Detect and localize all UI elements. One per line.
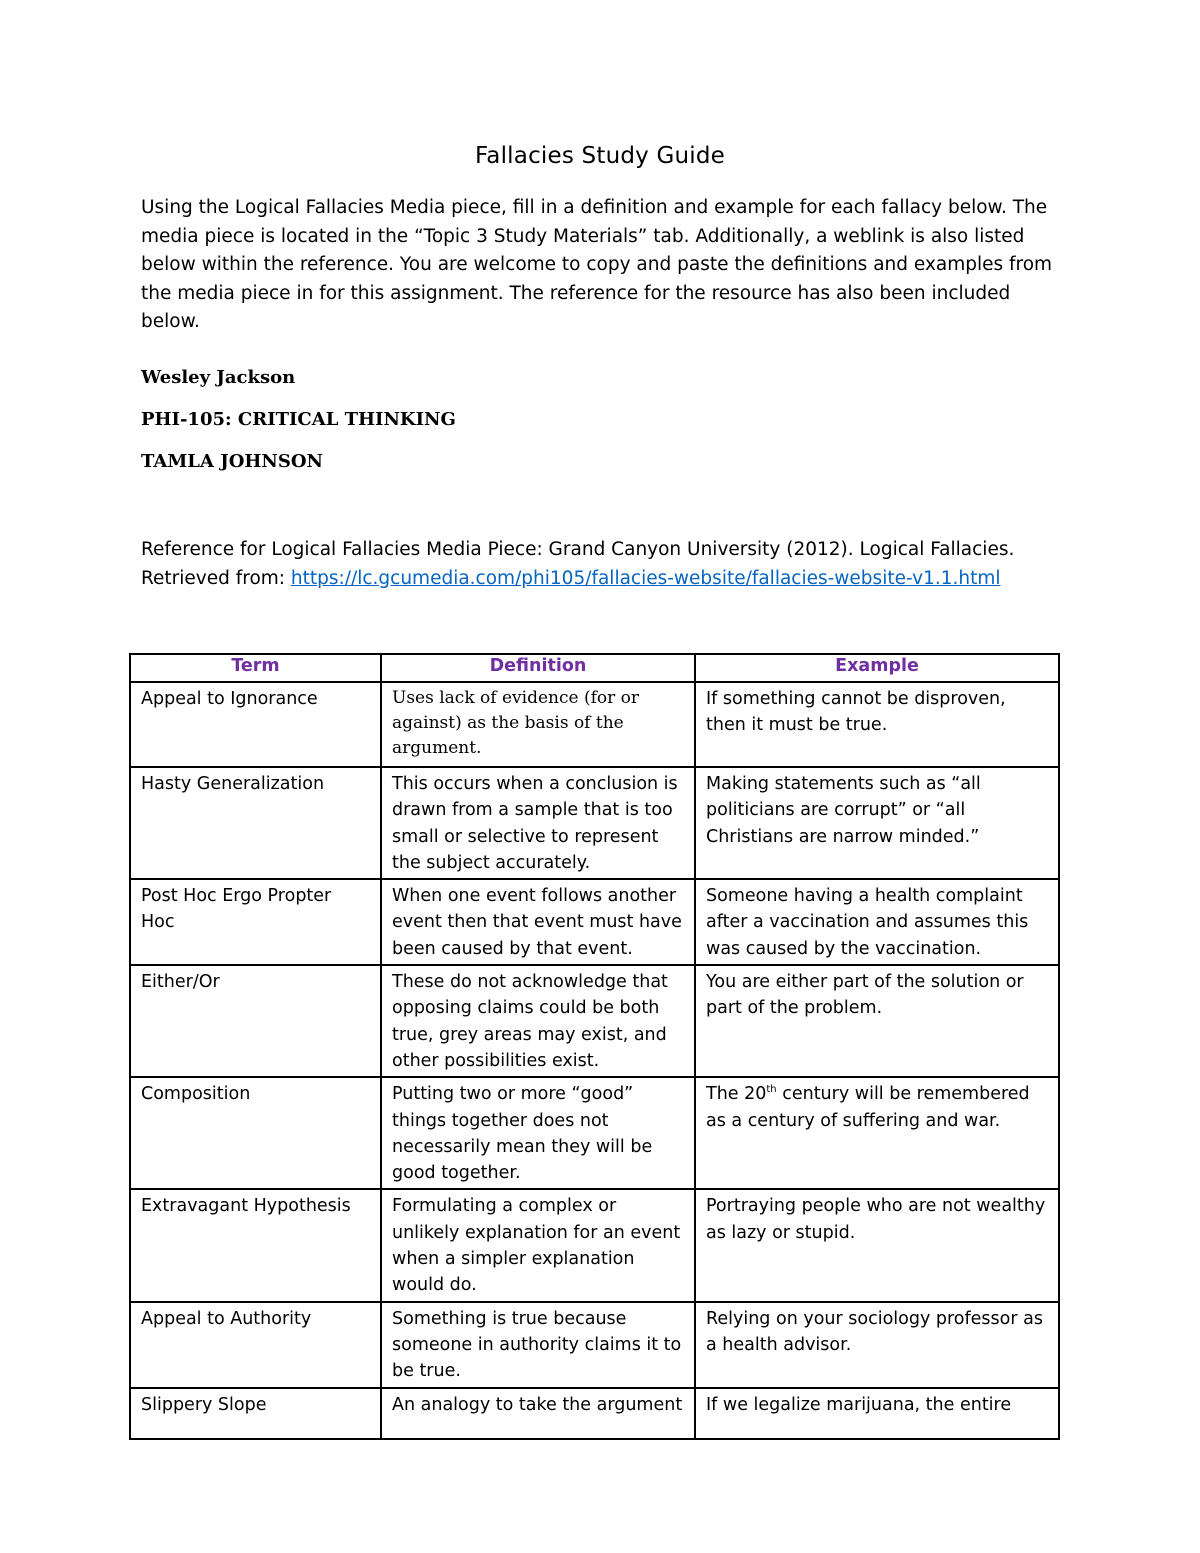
- example-text: The 20: [706, 1084, 767, 1105]
- definition-cell: Putting two or more “good” things together does not necessarily mean they will be good together.: [381, 1077, 695, 1189]
- definition-cell: Something is true because someone in authority claims it to be true.: [381, 1302, 695, 1388]
- definition-cell: Uses lack of evidence (for or against) as the basis of the argument.: [381, 682, 695, 767]
- reference-link[interactable]: https://lc.gcumedia.com/phi105/fallacies-website/fallacies-website-v1.1.html: [290, 567, 1001, 589]
- table-row: [130, 682, 1059, 767]
- example-cell: Relying on your sociology professor as a health advisor.: [695, 1302, 1059, 1388]
- definition-cell: These do not acknowledge that opposing claims could be both true, grey areas may exist, and other possibilities exist.: [381, 965, 695, 1077]
- definition-cell: An analogy to take the argument: [381, 1388, 695, 1439]
- page-title: Fallacies Study Guide: [474, 143, 726, 169]
- example-cell: If we legalize marijuana, the entire: [695, 1388, 1059, 1439]
- header-example: Example: [695, 654, 1059, 682]
- example-cell: Someone having a health complaint after a vaccination and assumes this was caused by the vaccination.: [695, 879, 1059, 965]
- header-definition: Definition: [381, 654, 695, 682]
- table-row: [130, 1077, 1059, 1189]
- table-header-row: [130, 654, 1059, 682]
- definition-cell: When one event follows another event then that event must have been caused by that event.: [381, 879, 695, 965]
- example-text: century will be remembered as a century of suffering and war.: [706, 1084, 1030, 1131]
- table-row: [130, 879, 1059, 965]
- table-row: [130, 965, 1059, 1077]
- header-term: Term: [130, 654, 381, 682]
- student-name: Wesley Jackson: [141, 367, 296, 388]
- term-cell: Appeal to Authority: [130, 1302, 381, 1388]
- definition-cell: This occurs when a conclusion is drawn from a sample that is too small or selective to represent the subject accurately.: [381, 767, 695, 879]
- example-cell: You are either part of the solution or part of the problem.: [695, 965, 1059, 1077]
- example-cell: If something cannot be disproven, then it must be true.: [695, 682, 1059, 767]
- term-cell: Slippery Slope: [130, 1388, 381, 1439]
- term-cell: Either/Or: [130, 965, 381, 1077]
- term-cell: Appeal to Ignorance: [130, 682, 381, 767]
- example-cell: [695, 1077, 1059, 1189]
- term-cell: Composition: [130, 1077, 381, 1189]
- term-cell: Post Hoc Ergo Propter Hoc: [130, 879, 381, 965]
- fallacies-table: [129, 653, 1060, 1440]
- example-cell: Making statements such as “all politicians are corrupt” or “all Christians are narrow minded.”: [695, 767, 1059, 879]
- instructor-name: TAMLA JOHNSON: [141, 451, 323, 472]
- instructions-paragraph: Using the Logical Fallacies Media piece, fill in a definition and example for each fallacy below. The media piece is located in the “Topic 3 Study Materials” tab. Additionally, a weblink is also listed below within the reference. You are welcome to copy and paste the definitions and examples from the media piece in for this assignment. The reference for the resource has also been included below.: [141, 197, 1053, 333]
- table-row: [130, 767, 1059, 879]
- table-row: [130, 1302, 1059, 1388]
- term-cell: Hasty Generalization: [130, 767, 381, 879]
- definition-cell: Formulating a complex or unlikely explanation for an event when a simpler explanation would do.: [381, 1189, 695, 1301]
- course-name: PHI-105: CRITICAL THINKING: [141, 409, 456, 430]
- reference-paragraph: [141, 536, 1071, 593]
- table-row: [130, 1388, 1059, 1439]
- reference-text: Reference for Logical Fallacies Media Piece: Grand Canyon University (2012). Logical Fallacies. Retrieved from:: [141, 539, 1015, 589]
- superscript: th: [766, 1084, 777, 1096]
- term-cell: Extravagant Hypothesis: [130, 1189, 381, 1301]
- table-row: [130, 1189, 1059, 1301]
- example-cell: Portraying people who are not wealthy as lazy or stupid.: [695, 1189, 1059, 1301]
